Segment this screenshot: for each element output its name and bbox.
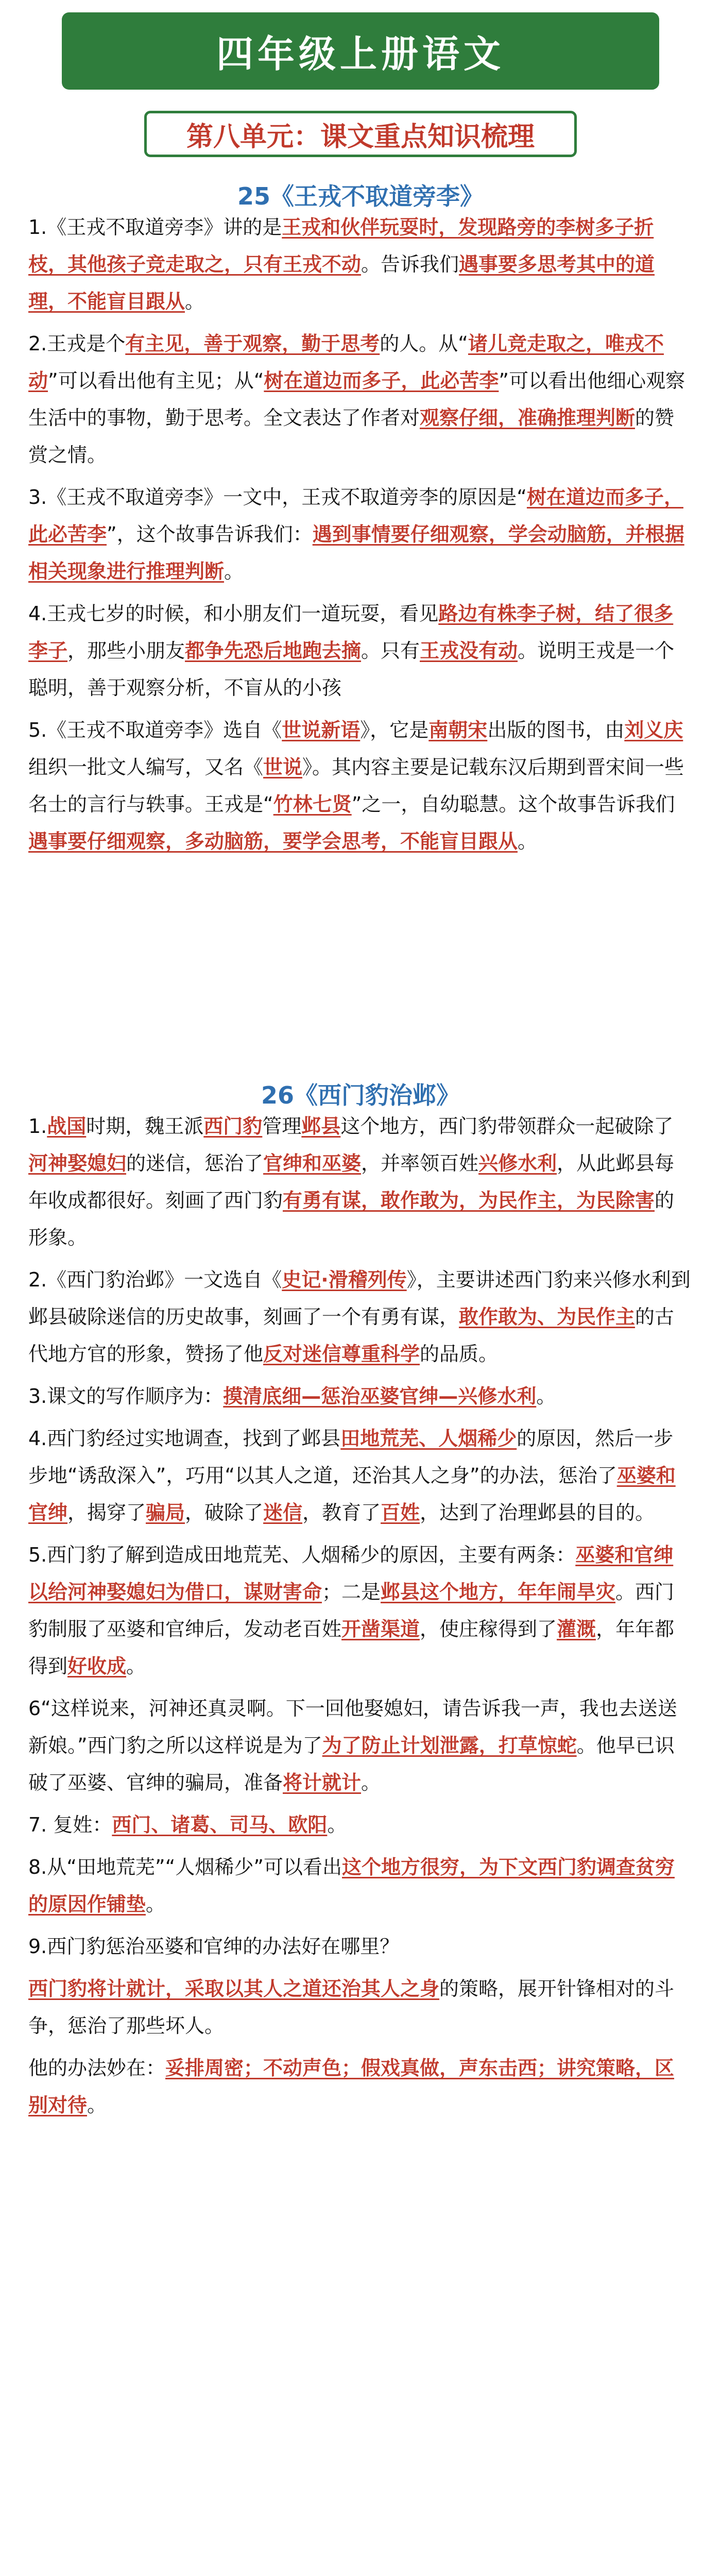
highlight-answer: 西门、诸葛、司马、欧阳: [112, 1814, 328, 1836]
highlight-answer: 观察仔细，准确推理判断: [420, 406, 636, 429]
highlight-answer: 敢作敢为、为民作主: [459, 1306, 636, 1328]
highlight-answer: 西门豹: [203, 1115, 263, 1138]
highlight-answer: 史记·滑稽列传: [282, 1268, 407, 1291]
highlight-answer: 路边有株李子树，结了很多李子: [28, 602, 674, 662]
highlight-answer: 有勇有谋，敢作敢为，为民作主，为民除害: [283, 1189, 655, 1212]
paragraph-text: ，年年都得到: [28, 1618, 675, 1677]
section-title-26: 26《西门豹治邺》: [261, 1081, 460, 1109]
paragraph: [28, 2049, 693, 2124]
paragraph-text: 的古代地方官的形象，赞扬了他: [28, 1306, 675, 1365]
paragraph: [28, 1806, 693, 1843]
paragraph: [28, 1970, 693, 2044]
highlight-answer: 树在道边而多子，此必苦李: [28, 486, 683, 546]
paragraph-text: 8.从“田地荒芜”“人烟稀少”可以看出: [28, 1856, 342, 1878]
paragraph-text: ”可以看出他有主见；从“: [48, 369, 264, 392]
paragraph-text: ；二是: [322, 1581, 381, 1603]
highlight-answer: 诸儿竞走取之，唯戎不动: [28, 332, 664, 392]
paragraph-text: 3.课文的写作顺序为：: [28, 1385, 224, 1408]
highlight-answer: 王戎和伙伴玩耍时，发现路旁的李树多子折枝，其他孩子竞走取之，只有王戎不动: [28, 216, 654, 276]
paragraph-text: 1.: [28, 1115, 47, 1138]
highlight-answer: 这个地方很穷，为下文西门豹调查贫穷的原因作铺垫: [28, 1856, 675, 1916]
paragraph-text: 。他早已识破了巫婆、官绅的骗局，准备: [28, 1734, 675, 1794]
paragraph-text: ，那些小朋友: [67, 639, 185, 662]
paragraph: [28, 1928, 693, 1965]
highlight-answer: 妥排周密；不动声色；假戏真做，声东击西；讲究策略，区别对待: [28, 2057, 675, 2116]
highlight-answer: 百姓: [381, 1501, 420, 1524]
paragraph-text: 5.西门豹了解到造成田地荒芜、人烟稀少的原因，主要有两条：: [28, 1544, 576, 1566]
paragraph: [28, 1690, 693, 1801]
highlight-answer: 遇事要多思考其中的道理，不能盲目跟从: [28, 253, 655, 313]
highlight-answer: 邺县: [301, 1115, 341, 1138]
paragraph-text: 的赞赏之情。: [28, 406, 675, 466]
paragraph-text: ，破除了: [185, 1501, 264, 1524]
highlight-answer: 世说新语: [282, 719, 360, 741]
paragraph-text: 的策略，展开针锋相对的斗争，惩治了那些坏人。: [28, 1977, 675, 2037]
paragraph-text: ”，这个故事告诉我们：: [107, 523, 313, 546]
paragraph: [28, 1420, 693, 1531]
highlight-answer: 遇事要仔细观察，多动脑筋，要学会思考，不能盲目跟从: [28, 830, 518, 853]
highlight-answer: 官绅和巫婆: [263, 1152, 362, 1175]
paragraph-text: 5.《王戎不取道旁李》选自《: [28, 719, 282, 741]
paragraph-text: 》，主要讲述西门豹来兴修水利到邺县破除迷信的历史故事，刻画了一个有勇有谋，: [28, 1268, 691, 1328]
paragraph-text: ，教育了: [302, 1501, 381, 1524]
paragraph-text: 。: [518, 830, 538, 853]
paragraph: [28, 711, 693, 860]
highlight-answer: 遇到事情要仔细观察，学会动脑筋，并根据相关现象进行推理判断: [28, 523, 684, 583]
paragraph-text: 。说明王戎是一个聪明，善于观察分析，不盲从的小孩: [28, 639, 675, 699]
paragraph-text: ，从此邺县每年收成都很好。刻画了西门豹: [28, 1152, 675, 1212]
paragraph-text: 。告诉我们: [361, 253, 459, 276]
paragraph-text: 2.王戎是个: [28, 332, 126, 355]
highlight-answer: 战国: [47, 1115, 87, 1138]
page-subtitle: 第八单元：课文重点知识梳理: [144, 111, 577, 157]
paragraph: [28, 479, 693, 590]
highlight-answer: 反对迷信尊重科学: [263, 1343, 420, 1365]
highlight-answer: 开凿渠道: [341, 1618, 420, 1640]
highlight-answer: 邺县这个地方，年年闹旱灾: [381, 1581, 616, 1603]
paragraph-text: 。: [126, 1655, 146, 1677]
paragraph-text: 2.《西门豹治邺》一文选自《: [28, 1268, 282, 1291]
paragraph-text: 》，它是: [360, 719, 429, 741]
paragraph-text: ”可以看出他细心观察生活中的事物，勤于思考。全文表达了作者对: [28, 369, 685, 429]
paragraph-text: 。: [146, 1893, 166, 1916]
highlight-answer: 树在道边而多子，此必苦李: [264, 369, 499, 392]
section-25: [28, 209, 693, 865]
paragraph-text: 管理: [262, 1115, 302, 1138]
paragraph-text: 。: [185, 290, 205, 313]
highlight-answer: 迷信: [263, 1501, 303, 1524]
highlight-answer: 河神娶媳妇: [28, 1152, 127, 1175]
paragraph-text: 4.西门豹经过实地调查，找到了邺县: [28, 1427, 341, 1450]
paragraph-text: 。西门豹制服了巫婆和官绅后，发动老百姓: [28, 1581, 675, 1640]
highlight-answer: 刘义庆: [624, 719, 683, 741]
paragraph: [28, 1849, 693, 1923]
page-title: 四年级上册语文: [62, 12, 659, 90]
paragraph-text: 的品质。: [420, 1343, 499, 1365]
paragraph-text: 。: [224, 560, 244, 583]
paragraph-text: 的迷信，惩治了: [126, 1152, 264, 1175]
paragraph: [28, 209, 693, 320]
paragraph-text: 。: [361, 1771, 381, 1794]
highlight-answer: 骗局: [146, 1501, 185, 1524]
paragraph-text: ，达到了治理邺县的目的。: [420, 1501, 655, 1524]
paragraph-text: 的形象。: [28, 1189, 675, 1249]
highlight-answer: 为了防止计划泄露，打草惊蛇: [322, 1734, 577, 1757]
highlight-answer: 好收成: [67, 1655, 127, 1677]
paragraph: [28, 1108, 693, 1256]
paragraph-text: 7. 复姓：: [28, 1814, 112, 1836]
paragraph: [28, 325, 693, 473]
paragraph-text: 的原因，然后一步步地“诱敌深入”，巧用“以其人之道，还治其人之身”的办法，惩治了: [28, 1427, 674, 1487]
paragraph-text: 的人。从“: [380, 332, 468, 355]
highlight-answer: 王戎没有动: [420, 639, 518, 662]
paragraph: [28, 595, 693, 706]
paragraph: [28, 1536, 693, 1685]
paragraph-text: ，揭穿了: [67, 1501, 146, 1524]
paragraph-text: ，使庄稼得到了: [420, 1618, 557, 1640]
paragraph: [28, 1261, 693, 1372]
section-26: [28, 1108, 693, 2129]
highlight-answer: 将计就计: [283, 1771, 362, 1794]
paragraph-text: 4.王戎七岁的时候，和小朋友们一道玩耍，看见: [28, 602, 439, 625]
paragraph-text: 组织一批文人编写，又名《: [28, 756, 264, 778]
highlight-answer: 摸清底细—惩治巫婆官绅—兴修水利: [223, 1385, 537, 1408]
paragraph-text: 6“这样说来，河神还真灵啊。下一回他娶媳妇，请告诉我一声，我也去送送新娘。”西门豹之所以这样说是为了: [28, 1697, 677, 1757]
highlight-answer: 巫婆和官绅: [28, 1464, 676, 1524]
highlight-answer: 都争先恐后地跑去摘: [185, 639, 362, 662]
paragraph-text: ”之一，自幼聪慧。这个故事告诉我们: [351, 793, 675, 816]
paragraph-text: 时期，魏王派: [86, 1115, 204, 1138]
paragraph-text: 3.《王戎不取道旁李》一文中，王戎不取道旁李的原因是“: [28, 486, 527, 509]
highlight-answer: 竹林七贤: [273, 793, 352, 816]
highlight-answer: 田地荒芜、人烟稀少: [340, 1427, 517, 1450]
paragraph-text: 9.西门豹惩治巫婆和官绅的办法好在哪里？: [28, 1935, 400, 1958]
highlight-answer: 巫婆和官绅以给河神娶媳妇为借口，谋财害命: [28, 1544, 674, 1603]
highlight-answer: 灌溉: [557, 1618, 596, 1640]
paragraph-text: 》。其内容主要是记载东汉后期到晋宋间一些名士的言行与轶事。王戎是“: [28, 756, 684, 816]
paragraph-text: 1.《王戎不取道旁李》讲的是: [28, 216, 282, 239]
paragraph-text: 。: [87, 2094, 107, 2116]
highlight-answer: 兴修水利: [478, 1152, 557, 1175]
section-title-25: 25《王戎不取道旁李》: [237, 182, 484, 210]
paragraph-text: 。只有: [361, 639, 420, 662]
paragraph-text: ，并率领百姓: [361, 1152, 479, 1175]
highlight-answer: 世说: [263, 756, 303, 778]
highlight-answer: 南朝宋: [428, 719, 488, 741]
paragraph-text: 。: [327, 1814, 347, 1836]
paragraph-text: 出版的图书，由: [487, 719, 625, 741]
highlight-answer: 西门豹将计就计，采取以其人之道还治其人之身: [28, 1977, 440, 2000]
paragraph-text: 他的办法妙在：: [28, 2057, 166, 2079]
paragraph: [28, 1378, 693, 1415]
paragraph-text: 这个地方，西门豹带领群众一起破除了: [340, 1115, 674, 1138]
paragraph-text: 。: [536, 1385, 556, 1408]
highlight-answer: 有主见，善于观察，勤于思考: [125, 332, 380, 355]
